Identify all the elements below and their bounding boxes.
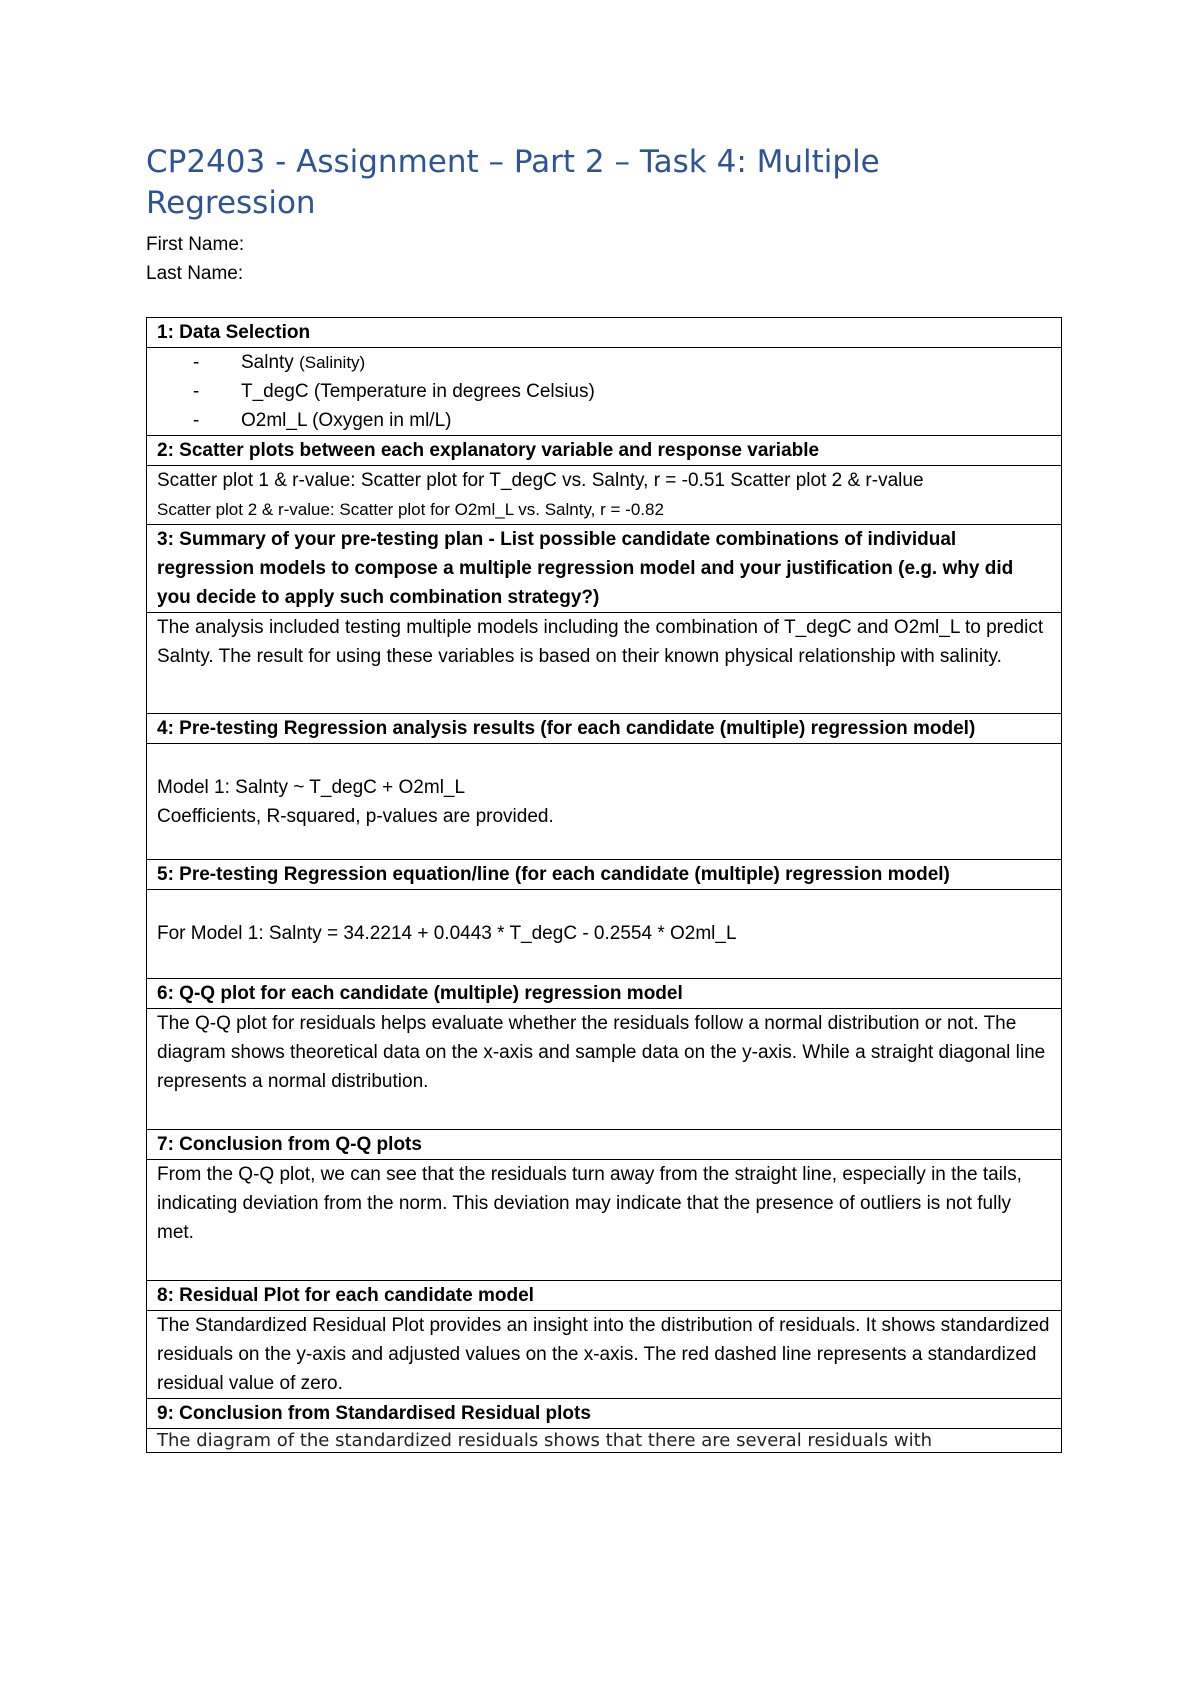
- residual-plot-body: The Standardized Residual Plot provides an insight into the distribution of residuals. It shows standardized residuals on the y-axis and adjusted values on the x-axis. The red dashed line represents a standardized residual value of zero.: [147, 1311, 1062, 1399]
- regression-equation-body: [147, 890, 1062, 979]
- variable-name: O2ml_L (Oxygen in ml/L): [241, 410, 452, 431]
- list-item: [193, 348, 1051, 377]
- scatter-plot-line-2: Scatter plot 2 & r-value: Scatter plot for O2ml_L vs. Salnty, r = -0.82: [157, 500, 664, 519]
- section-body-row: [147, 613, 1062, 714]
- first-name-label: First Name:: [146, 234, 245, 255]
- section-body-row: [147, 466, 1062, 525]
- regression-results-header: 4: Pre-testing Regression analysis results (for each candidate (multiple) regression model): [147, 714, 1062, 744]
- pretesting-plan-body: The analysis included testing multiple models including the combination of T_degC and O2ml_L to predict Salnty. The result for using these variables is based on their known physical relationship with salinity.: [147, 613, 1062, 714]
- section-body-row: [147, 1429, 1062, 1453]
- section-header-row: [147, 1130, 1062, 1160]
- list-item: [193, 377, 1051, 406]
- section-header-row: [147, 979, 1062, 1009]
- data-selection-body: [147, 348, 1062, 436]
- variable-name: Salnty: [241, 352, 294, 373]
- section-body-row: [147, 1160, 1062, 1281]
- scatter-plots-body: [147, 466, 1062, 525]
- qq-plot-body: The Q-Q plot for residuals helps evaluate whether the residuals follow a normal distribution or not. The diagram shows theoretical data on the x-axis and sample data on the y-axis. While a straight diagonal line represents a normal distribution.: [147, 1009, 1062, 1130]
- section-header-row: [147, 860, 1062, 890]
- section-body-row: [147, 744, 1062, 860]
- section-header-row: [147, 714, 1062, 744]
- section-body-row: [147, 1009, 1062, 1130]
- section-header-row: [147, 436, 1062, 466]
- regression-results-body: [147, 744, 1062, 860]
- scatter-plots-header: 2: Scatter plots between each explanatory variable and response variable: [147, 436, 1062, 466]
- list-item: [193, 406, 1051, 435]
- section-header-row: [147, 1281, 1062, 1311]
- residual-conclusion-header: 9: Conclusion from Standardised Residual plots: [147, 1399, 1062, 1429]
- variable-note: (Salinity): [299, 353, 366, 372]
- qq-conclusion-body: From the Q-Q plot, we can see that the residuals turn away from the straight line, especially in the tails, indicating deviation from the norm. This deviation may indicate that the presence of outliers is not fully met.: [147, 1160, 1062, 1281]
- residual-conclusion-body: The diagram of the standardized residuals shows that there are several residuals with: [147, 1429, 1062, 1453]
- last-name-label: Last Name:: [146, 263, 244, 284]
- variable-name: T_degC (Temperature in degrees Celsius): [241, 381, 595, 402]
- section-body-row: [147, 890, 1062, 979]
- section-body-row: [147, 1311, 1062, 1399]
- section-header-row: [147, 1399, 1062, 1429]
- section-header-row: [147, 525, 1062, 613]
- scatter-plot-line-1: Scatter plot 1 & r-value: Scatter plot for T_degC vs. Salnty, r = -0.51 Scatter plot 2 & r-value: [157, 470, 924, 491]
- pretesting-plan-header: 3: Summary of your pre-testing plan - List possible candidate combinations of individual regression models to compose a multiple regression model and your justification (e.g. why did you decide to apply such combination strategy?): [147, 525, 1062, 613]
- qq-plot-header: 6: Q-Q plot for each candidate (multiple) regression model: [147, 979, 1062, 1009]
- regression-equation: For Model 1: Salnty = 34.2214 + 0.0443 * T_degC - 0.2554 * O2ml_L: [157, 923, 737, 944]
- document-title: CP2403 - Assignment – Part 2 – Task 4: Multiple Regression: [146, 144, 880, 221]
- assignment-table: [146, 317, 1062, 1453]
- variable-list: [157, 348, 1051, 435]
- section-body-row: [147, 348, 1062, 436]
- name-fields: [146, 230, 244, 288]
- data-selection-header: 1: Data Selection: [147, 318, 1062, 348]
- qq-conclusion-header: 7: Conclusion from Q-Q plots: [147, 1130, 1062, 1160]
- model-details: Coefficients, R-squared, p-values are provided.: [157, 806, 554, 827]
- regression-equation-header: 5: Pre-testing Regression equation/line (for each candidate (multiple) regression model): [147, 860, 1062, 890]
- model-formula: Model 1: Salnty ~ T_degC + O2ml_L: [157, 777, 466, 798]
- section-header-row: [147, 318, 1062, 348]
- residual-plot-header: 8: Residual Plot for each candidate model: [147, 1281, 1062, 1311]
